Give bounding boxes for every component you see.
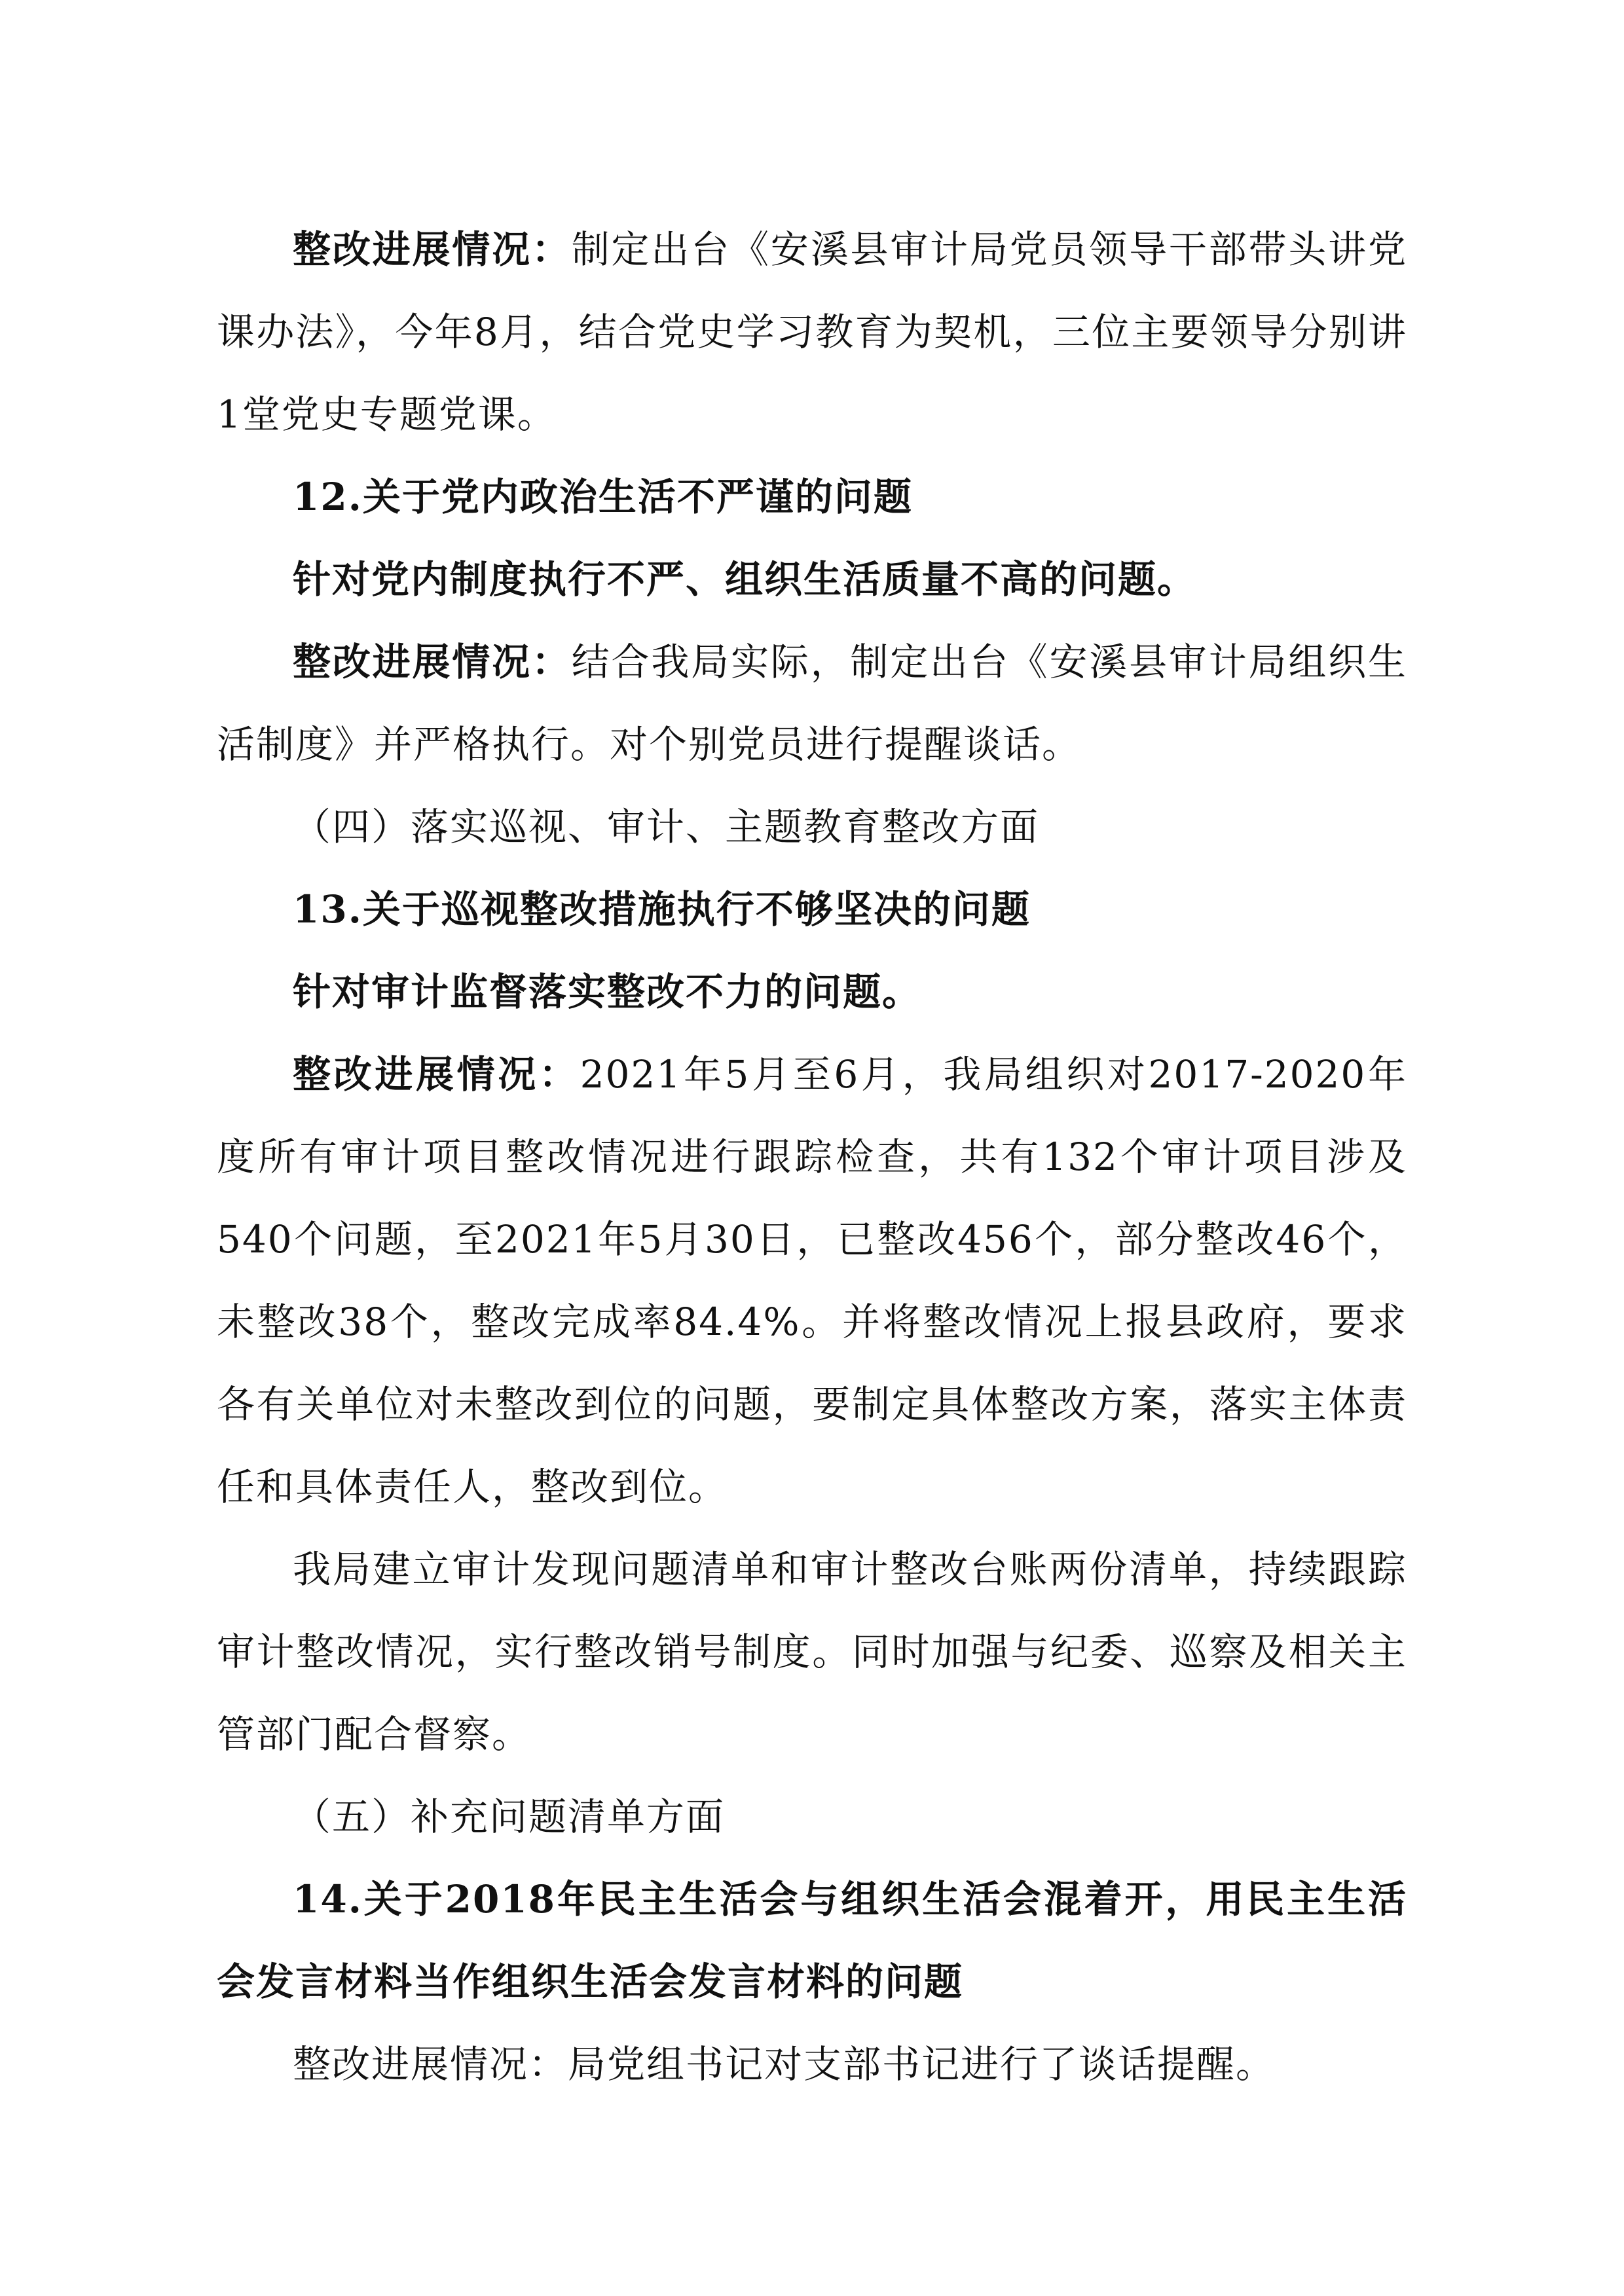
progress-label: 整改进展情况： [293, 1052, 580, 1097]
paragraph-body [217, 1528, 1407, 1776]
heading-text: 12.关于党内政治生活不严谨的问题 [293, 475, 913, 519]
subheading-item-12 [217, 538, 1407, 621]
section-heading-4 [217, 786, 1407, 868]
section-heading-text: （四）落实巡视、审计、主题教育整改方面 [293, 805, 1040, 849]
subheading-text: 针对党内制度执行不严、组织生活质量不高的问题。 [293, 557, 1197, 602]
paragraph-text: 整改进展情况：局党组书记对支部书记进行了谈话提醒。 [293, 2042, 1276, 2086]
section-heading-text: （五）补充问题清单方面 [293, 1795, 726, 1839]
paragraph-progress-4 [217, 2023, 1407, 2105]
heading-item-14 [217, 1858, 1407, 2023]
paragraph-progress-1 [217, 208, 1407, 456]
section-heading-5 [217, 1776, 1407, 1858]
paragraph-text: 结合我局实际，制定出台《安溪县审计局组织生活制度》并严格执行。对个别党员进行提醒谈话。 [217, 640, 1407, 767]
paragraph-text: 制定出台《安溪县审计局党员领导干部带头讲党课办法》，今年8月，结合党史学习教育为契机，三位主要领导分别讲1堂党史专题党课。 [217, 227, 1407, 437]
heading-item-13 [217, 868, 1407, 951]
progress-label: 整改进展情况： [293, 640, 572, 684]
heading-item-12 [217, 456, 1407, 538]
paragraph-progress-2 [217, 621, 1407, 786]
heading-text: 14.关于2018年民主生活会与组织生活会混着开，用民主生活会发言材料当作组织生活会发言材料的问题 [217, 1877, 1407, 2004]
subheading-item-13 [217, 951, 1407, 1033]
paragraph-text: 我局建立审计发现问题清单和审计整改台账两份清单，持续跟踪审计整改情况，实行整改销号制度。同时加强与纪委、巡察及相关主管部门配合督察。 [217, 1547, 1407, 1757]
paragraph-progress-3 [217, 1033, 1407, 1528]
progress-label: 整改进展情况： [293, 227, 572, 272]
paragraph-text: 2021年5月至6月，我局组织对2017-2020年度所有审计项目整改情况进行跟踪检查，共有132个审计项目涉及540个问题，至2021年5月30日，已整改456个，部分整改46个，未整改38个，整改完成率84.4%。并将整改情况上报县政府，要求各有关单位对未整改到位的问题，要制定具体整改方案，落实主体责任和具体责任人，整改到位。 [217, 1052, 1407, 1509]
heading-text: 13.关于巡视整改措施执行不够坚决的问题 [293, 887, 1031, 932]
document-body [217, 208, 1407, 2105]
subheading-text: 针对审计监督落实整改不力的问题。 [293, 970, 922, 1014]
